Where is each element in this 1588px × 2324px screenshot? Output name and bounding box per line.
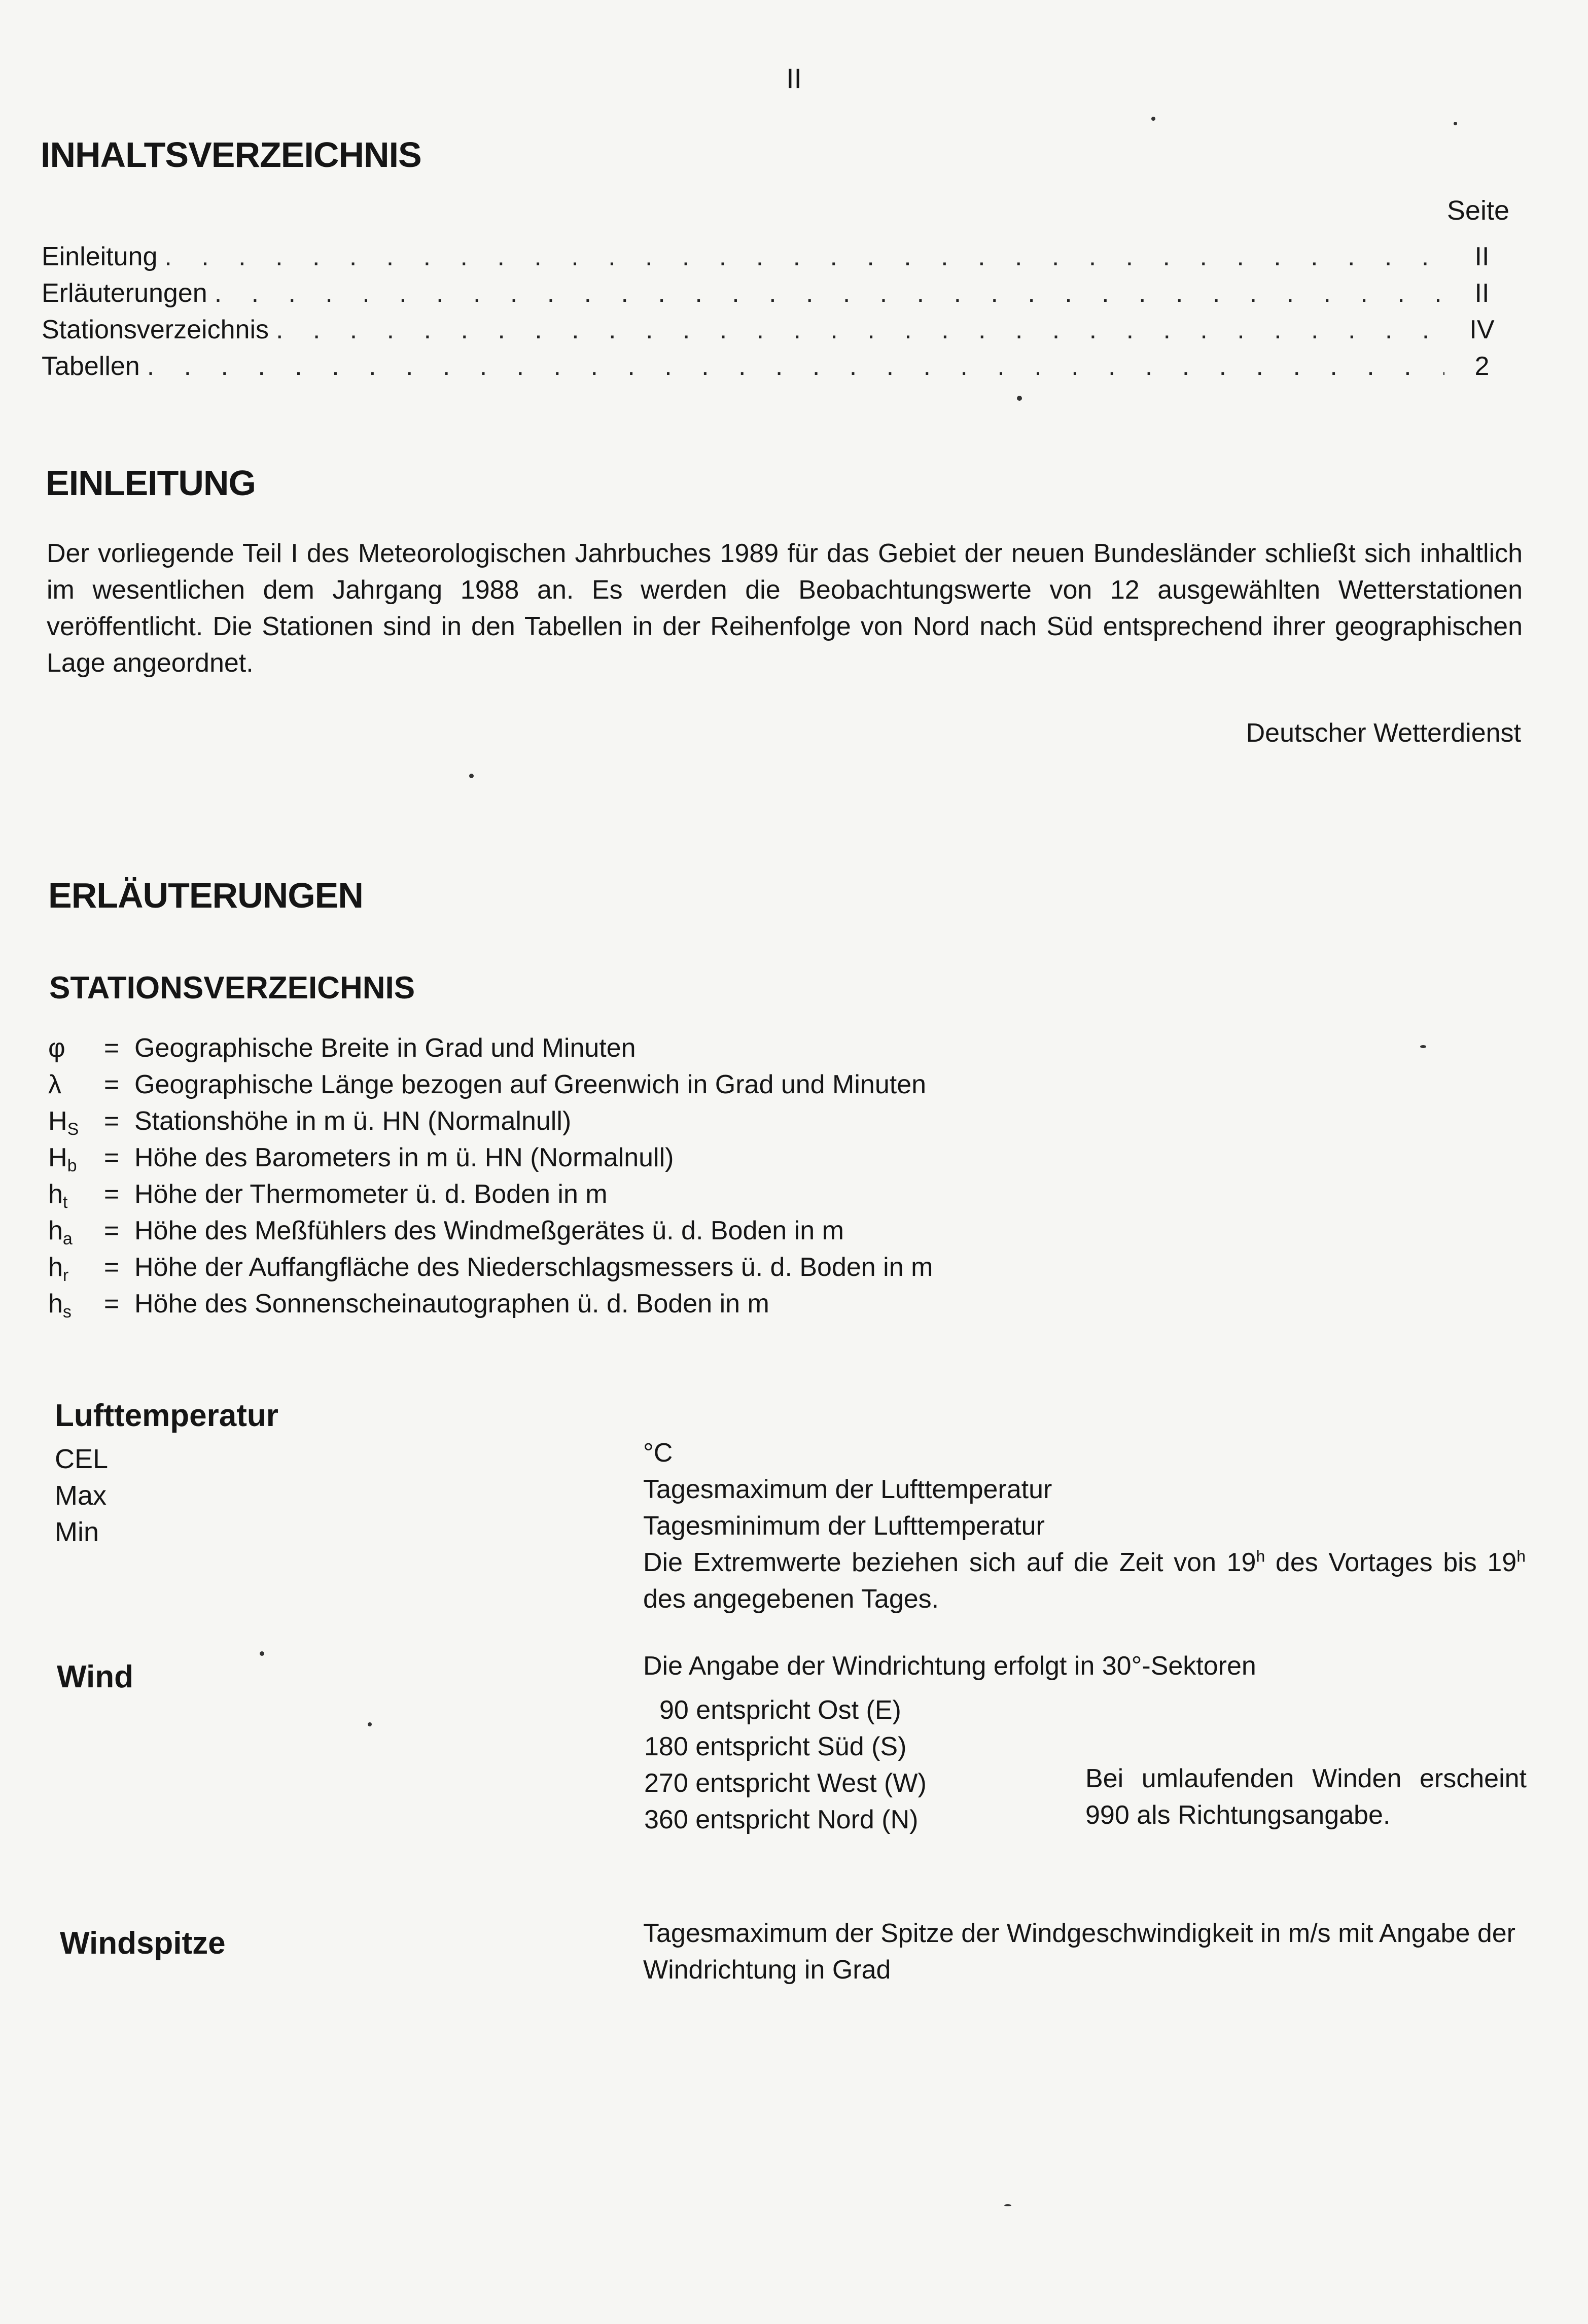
air-temperature-descriptions (643, 1435, 1526, 1617)
legend-row (48, 1212, 1164, 1249)
scan-speck (1004, 2204, 1011, 2206)
toc-entry-page: II (1474, 279, 1490, 308)
legend-row (48, 1103, 1164, 1139)
wind-direction-item: 360 entspricht Nord (N) (644, 1805, 919, 1834)
legend-equals: = (103, 1253, 120, 1282)
toc-entry[interactable] (42, 275, 1512, 311)
legend-symbol: $H_b$ (48, 1143, 77, 1175)
toc-leader-dots (164, 238, 1444, 275)
toc-entry[interactable] (42, 238, 1512, 275)
toc-page-column-label: Seite (1446, 195, 1509, 226)
legend-symbol: λ (48, 1070, 61, 1099)
legend-symbol: φ (48, 1033, 65, 1063)
explanations-heading: ERLÄUTERUNGEN (48, 876, 363, 915)
station-list-heading: STATIONSVERZEICHNIS (49, 970, 415, 1005)
wind-variable-note: Bei umlaufenden Winden erscheint 990 als Richtungsangabe. (1085, 1764, 1527, 1830)
toc-entry-page: IV (1469, 315, 1495, 344)
legend-equals: = (103, 1033, 120, 1063)
legend-text: Geographische Länge bezogen auf Greenwich in Grad und Minuten (134, 1070, 927, 1099)
wind-heading: Wind (57, 1659, 133, 1694)
legend-equals: = (103, 1180, 120, 1209)
legend-equals: = (103, 1106, 120, 1136)
signature: Deutscher Wetterdienst (1246, 718, 1521, 748)
air-temperature-labels (55, 1441, 108, 1550)
table-of-contents (42, 238, 1512, 385)
legend-equals: = (103, 1143, 120, 1172)
gust-heading: Windspitze (60, 1926, 226, 1961)
page-number: II (786, 62, 802, 94)
legend-text: Höhe des Barometers in m ü. HN (Normalnull) (134, 1143, 674, 1172)
scan-speck (1017, 396, 1022, 401)
scan-speck (1454, 122, 1457, 125)
station-symbol-legend (48, 1030, 1164, 1322)
label-min: Min (55, 1517, 99, 1547)
toc-heading: INHALTSVERZEICHNIS (41, 135, 421, 175)
toc-entry-label: Erläuterungen (42, 279, 207, 308)
desc-cel: °C (643, 1438, 673, 1468)
legend-row (48, 1249, 1164, 1286)
legend-symbol: $H_S$ (48, 1106, 79, 1139)
legend-equals: = (103, 1070, 120, 1099)
toc-entry-label: Einleitung (42, 242, 158, 271)
toc-leader-dots (276, 311, 1444, 348)
toc-entry[interactable] (42, 348, 1512, 385)
toc-entry-label: Stationsverzeichnis (42, 315, 269, 344)
legend-symbol: $h_a$ (48, 1216, 73, 1248)
wind-direction-item: 180 entspricht Süd (S) (644, 1732, 907, 1761)
air-temperature-heading: Lufttemperatur (55, 1398, 278, 1433)
toc-entry-page: II (1474, 242, 1490, 271)
introduction-text: Der vorliegende Teil I des Meteorologischen Jahrbuches 1989 für das Gebiet der neuen Bundesländer schließt sich inhaltlich im wesentlichen dem Jahrgang 1988 an. Es werden die Beobachtungswerte von 12 ausgewählten Wetterstationen veröffentlicht. Die Stationen sind in den Tabellen in der Reihenfolge von Nord nach Süd entsprechend ihrer geographischen Lage angeordnet. (47, 539, 1523, 678)
label-max: Max (55, 1480, 107, 1511)
scan-speck (469, 774, 474, 778)
legend-text: Höhe des Meßfühlers des Windmeßgerätes ü. d. Boden in m (134, 1216, 844, 1245)
legend-text: Geographische Breite in Grad und Minuten (134, 1033, 636, 1063)
legend-equals: = (103, 1289, 120, 1319)
scan-speck (1151, 117, 1155, 121)
legend-symbol: $h_r$ (48, 1253, 69, 1285)
legend-row (48, 1286, 1164, 1322)
extreme-values-note: Die Extremwerte beziehen sich auf die Zeit von 19$^h$ des Vortages bis 19$^h$ des angegebenen Tages. (643, 1547, 1526, 1614)
scan-speck (368, 1722, 372, 1726)
legend-row (48, 1030, 1164, 1066)
toc-leader-dots (215, 275, 1444, 311)
toc-entry-label: Tabellen (42, 352, 140, 381)
gust-text: Tagesmaximum der Spitze der Windgeschwindigkeit in m/s mit Angabe der Windrichtung in Grad (643, 1919, 1515, 1985)
scan-speck (260, 1651, 264, 1656)
desc-max: Tagesmaximum der Lufttemperatur (643, 1475, 1052, 1504)
label-cel: CEL (55, 1444, 109, 1474)
legend-text: Höhe der Auffangfläche des Niederschlagsmessers ü. d. Boden in m (134, 1253, 933, 1282)
toc-entry-page: 2 (1474, 352, 1490, 381)
scan-speck (1420, 1045, 1426, 1048)
legend-symbol: $h_s$ (48, 1289, 72, 1322)
legend-text: Höhe der Thermometer ü. d. Boden in m (134, 1180, 608, 1209)
wind-intro: Die Angabe der Windrichtung erfolgt in 30°-Sektoren (643, 1651, 1256, 1681)
legend-text: Stationshöhe in m ü. HN (Normalnull) (134, 1106, 572, 1136)
toc-leader-dots (147, 348, 1444, 385)
wind-direction-item: 90 entspricht Ost (E) (659, 1695, 901, 1725)
wind-direction-item: 270 entspricht West (W) (644, 1768, 927, 1798)
legend-symbol: $h_t$ (48, 1180, 68, 1212)
introduction-heading: EINLEITUNG (46, 463, 256, 503)
legend-text: Höhe des Sonnenscheinautographen ü. d. Boden in m (134, 1289, 769, 1319)
legend-row (48, 1176, 1164, 1212)
legend-row (48, 1066, 1164, 1103)
wind-direction-list (644, 1692, 927, 1838)
toc-entry[interactable] (42, 311, 1512, 348)
legend-row (48, 1139, 1164, 1176)
legend-equals: = (103, 1216, 120, 1245)
desc-min: Tagesminimum der Lufttemperatur (643, 1511, 1045, 1541)
